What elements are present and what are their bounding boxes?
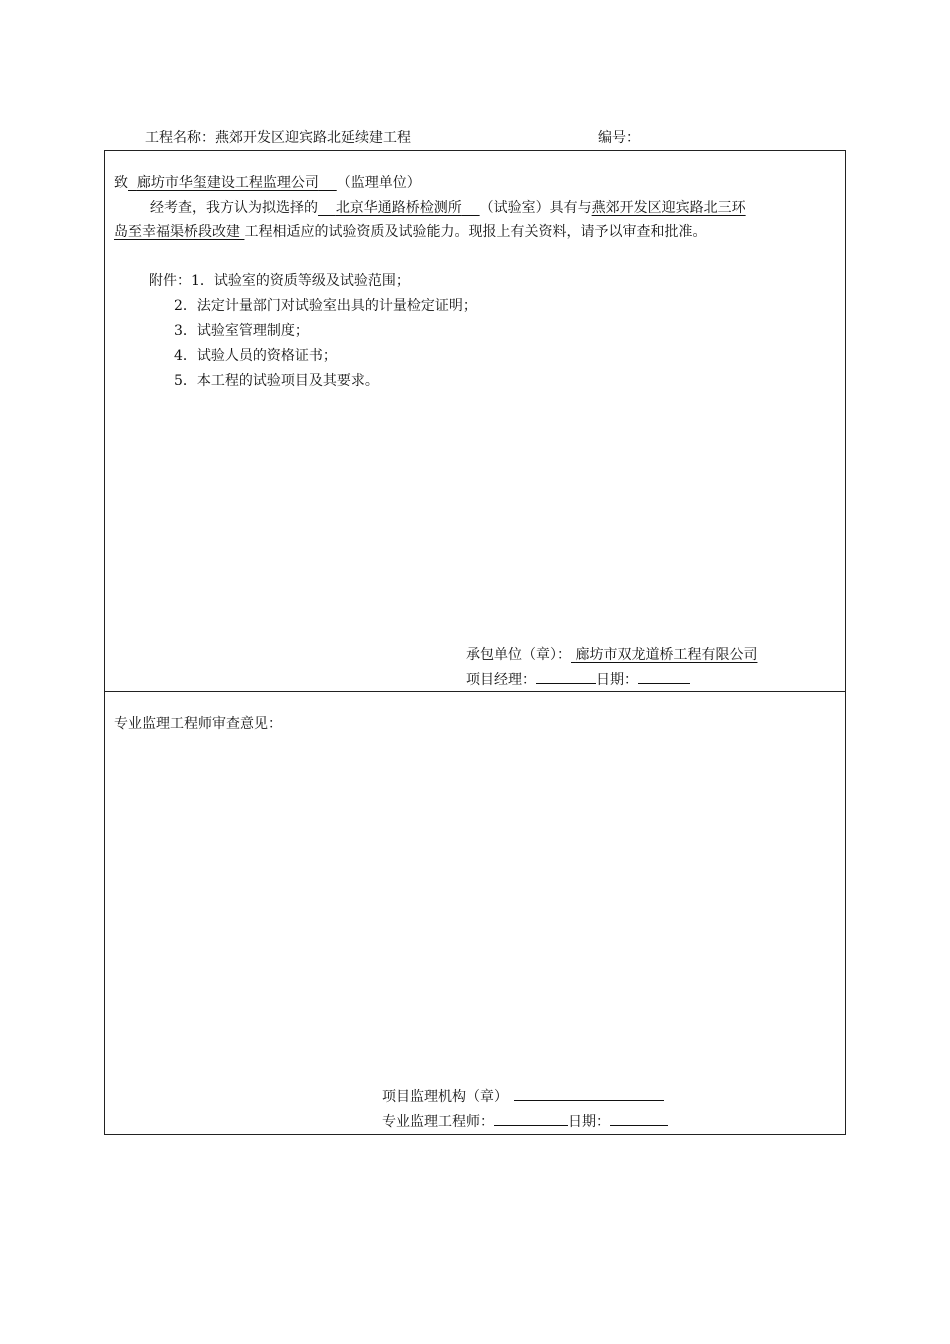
manager-signature-blank[interactable]: [536, 669, 596, 684]
attachment-item-3: 3．试验室管理制度；: [174, 323, 309, 339]
attachment-item-5: 5．本工程的试验项目及其要求。: [174, 373, 379, 389]
engineer-signature-blank[interactable]: [494, 1111, 568, 1126]
manager-line: [466, 669, 690, 690]
supervision-org-seal-blank[interactable]: [514, 1086, 664, 1101]
application-form-table: [104, 150, 846, 1135]
lab-name: 北京华通路桥检测所: [335, 200, 462, 216]
project-name-part2: 岛至幸福渠桥段改建: [114, 224, 240, 240]
date-blank[interactable]: [638, 669, 690, 684]
contractor-line: [466, 645, 757, 665]
form-header: [145, 127, 845, 147]
supervision-org-label: 项目监理机构（章）: [382, 1089, 508, 1105]
date-label: 日期：: [596, 672, 638, 688]
contractor-label: 承包单位（章）：: [466, 647, 571, 663]
section-divider: [105, 691, 845, 692]
supervision-org-line: [382, 1086, 664, 1107]
attachment-item-2: 2．法定计量部门对试验室出具的计量检定证明；: [174, 298, 477, 314]
contractor-name: 廊坊市双龙道桥工程有限公司: [575, 647, 758, 663]
addressee-line: [114, 173, 421, 193]
project-name-part1: 燕郊开发区迎宾路北三环: [591, 200, 746, 216]
statement-line-1: 经考查，我方认为拟选择的 北京华通路桥检测所 （试验室）具有与燕郊开发区迎宾路北三环: [150, 200, 746, 216]
engineer-line: [382, 1111, 668, 1132]
supervisor-suffix: （监理单位）: [336, 175, 421, 191]
attachment-item-4: 4．试验人员的资格证书；: [174, 348, 337, 364]
attachment-item-1: 附件：1．试验室的资质等级及试验范围；: [149, 273, 410, 289]
engineer-date-label: 日期：: [568, 1114, 610, 1130]
to-prefix: 致: [114, 175, 128, 191]
statement-line-2: 岛至幸福渠桥段改建 工程相适应的试验资质及试验能力。现报上有关资料，请予以审查和批准。: [114, 224, 707, 240]
engineer-date-blank[interactable]: [610, 1111, 668, 1126]
review-opinion-label: 专业监理工程师审查意见：: [114, 716, 282, 732]
serial-number-label: 编号：: [598, 130, 640, 146]
supervisor-company: 廊坊市华玺建设工程监理公司: [136, 175, 319, 191]
manager-label: 项目经理：: [466, 672, 536, 688]
project-name-label: 工程名称：燕郊开发区迎宾路北延续建工程: [145, 130, 411, 146]
engineer-label: 专业监理工程师：: [382, 1114, 494, 1130]
attachments-label: 附件：: [149, 273, 191, 289]
